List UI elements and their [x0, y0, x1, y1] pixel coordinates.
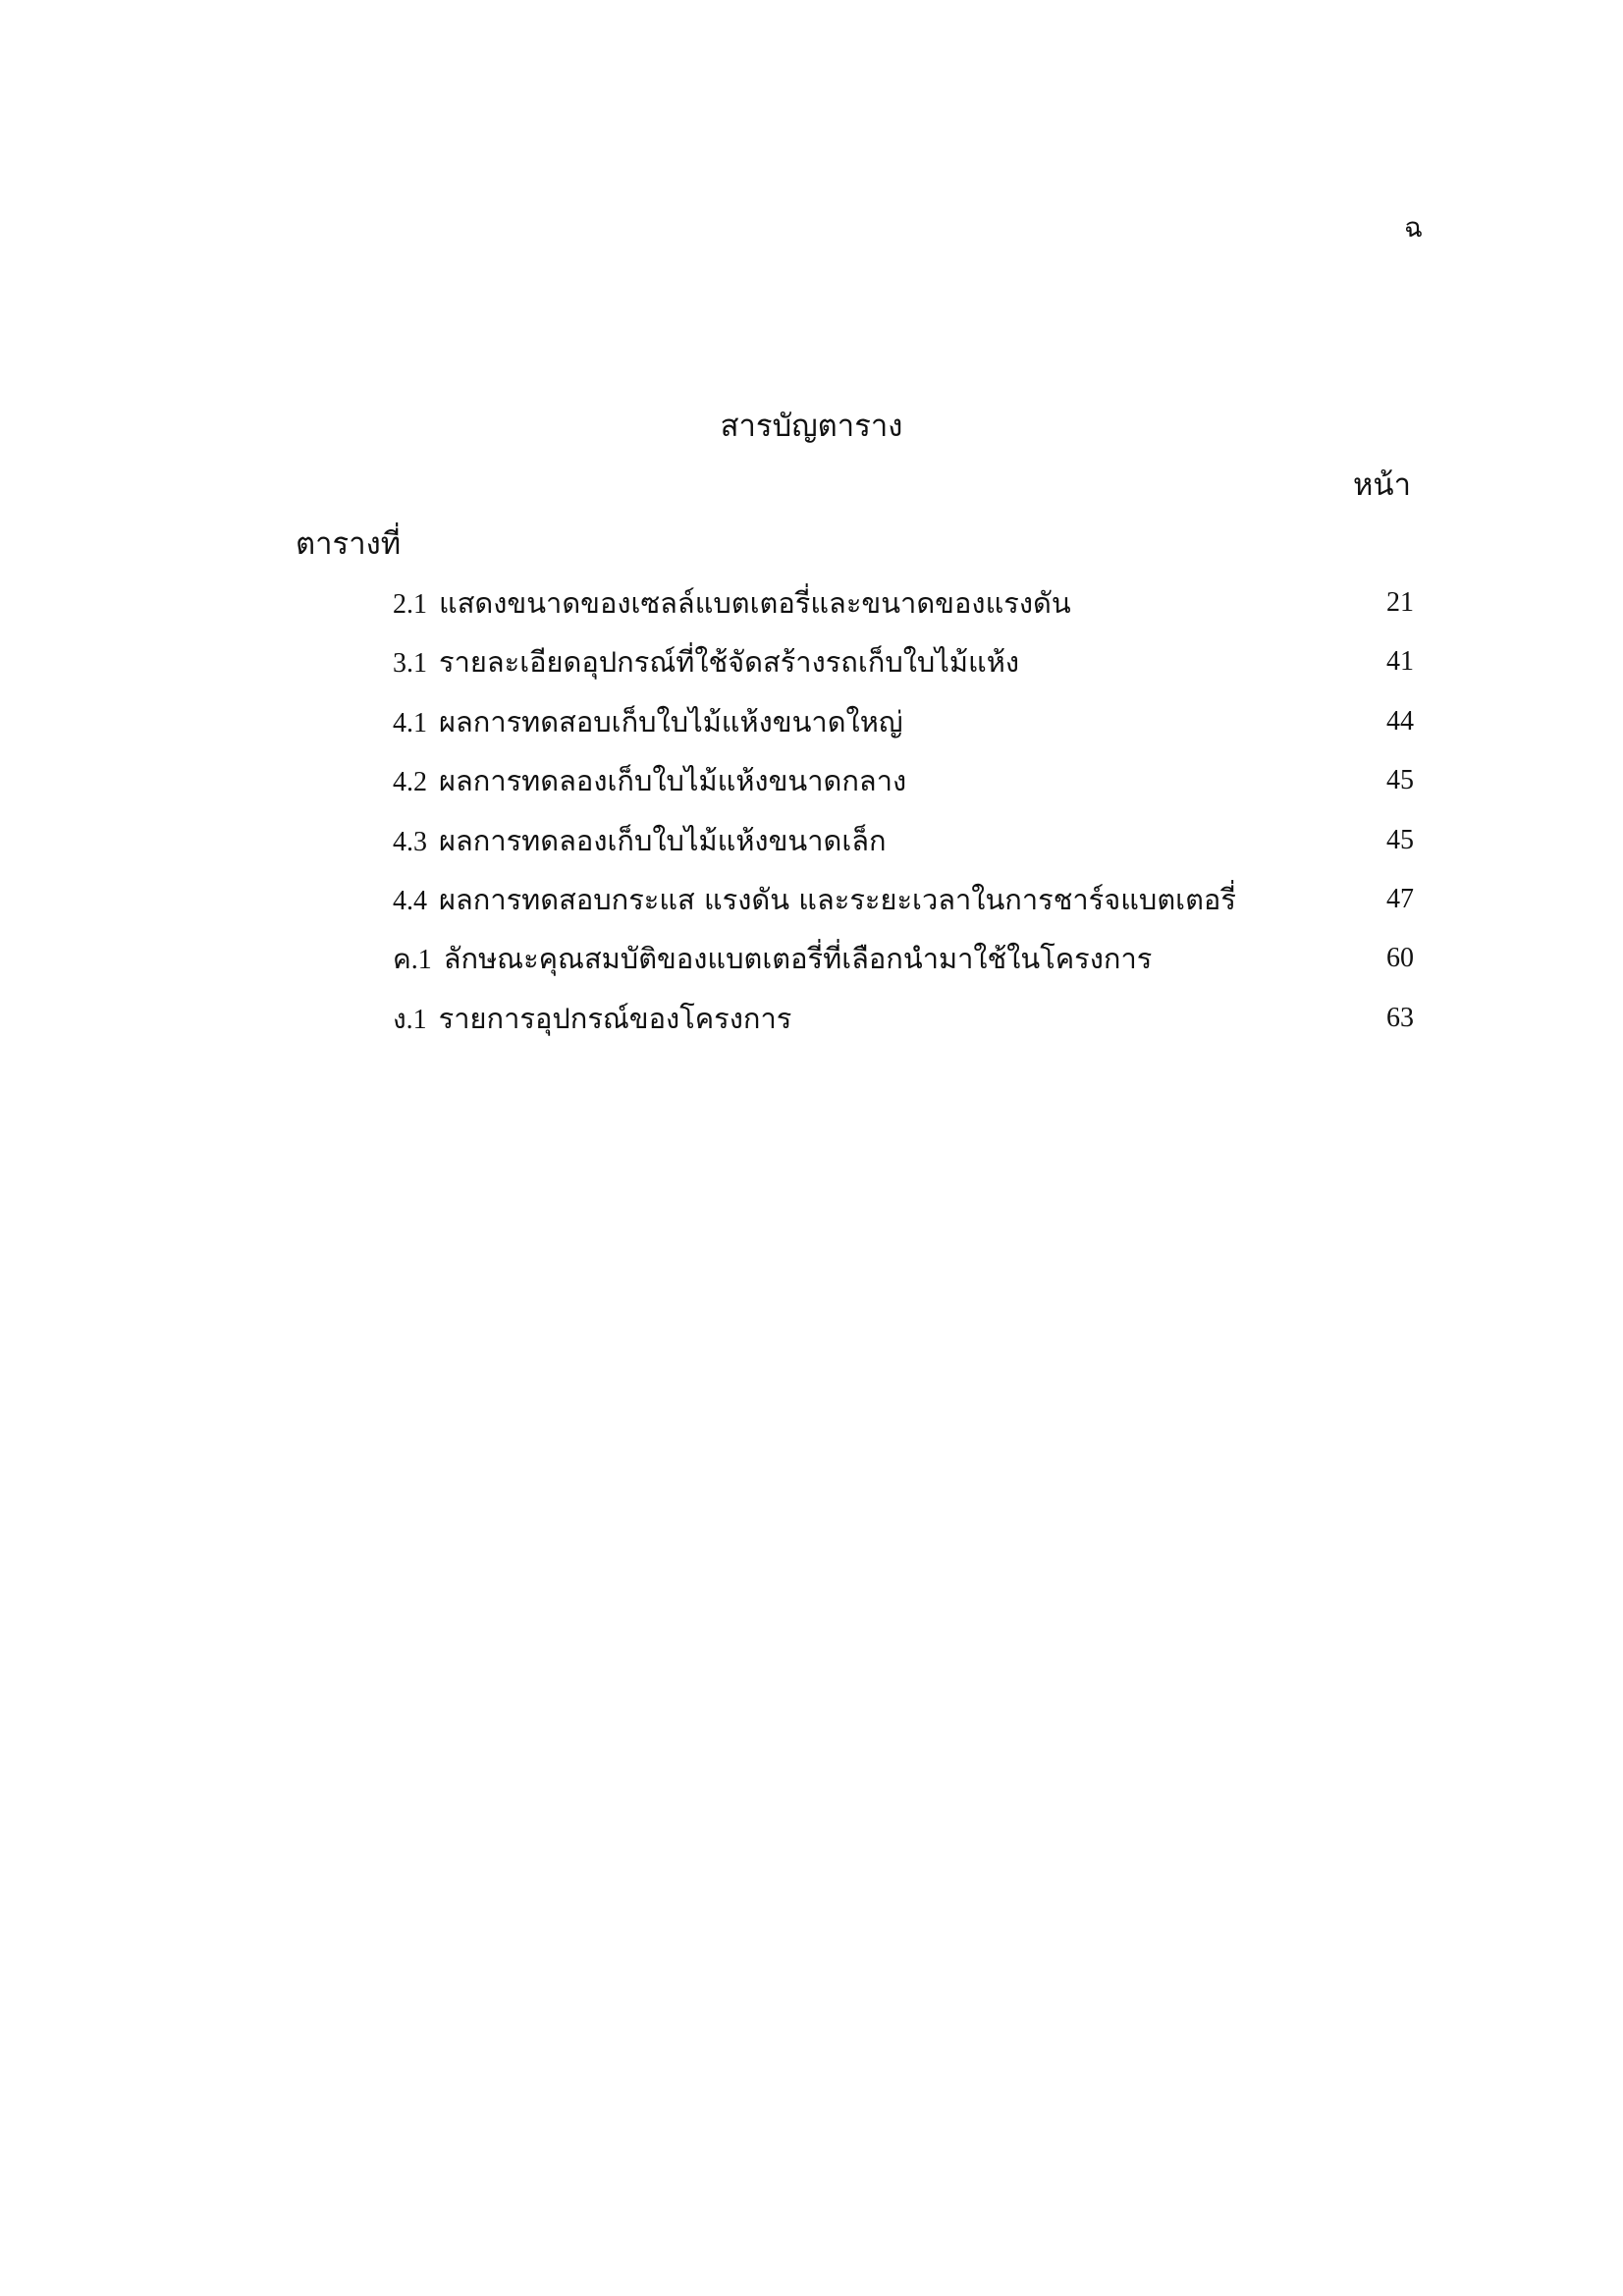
page-column-header: หน้า: [1352, 467, 1411, 503]
entry-number: 4.4: [393, 885, 427, 916]
entry-caption: ผลการทดสอบกระแส แรงดัน และระยะเวลาในการชาร์จแบตเตอรี่: [439, 882, 1236, 916]
entry-page-number: 45: [1386, 824, 1414, 855]
table-entry: [393, 581, 1414, 640]
entry-page-number: 47: [1386, 883, 1414, 914]
entry-caption: ลักษณะคุณสมบัติของแบตเตอรี่ที่เลือกนำมาใช้ในโครงการ: [443, 942, 1153, 976]
entry-number: 4.3: [393, 826, 427, 857]
section-label: ตารางที่: [296, 526, 402, 562]
table-list: [393, 581, 1414, 1056]
entry-caption: แสดงขนาดของเซลล์แบตเตอรี่และขนาดของแรงดัน: [439, 586, 1071, 620]
entry-caption: ผลการทดลองเก็บใบไม้แห้งขนาดกลาง: [439, 764, 907, 798]
table-entry: [393, 878, 1414, 937]
entry-page-number: 60: [1386, 943, 1414, 974]
table-entry: [393, 700, 1414, 759]
entry-page-number: 44: [1386, 705, 1414, 737]
entry-number: 3.1: [393, 648, 427, 680]
entry-page-number: 41: [1386, 646, 1414, 678]
table-entry: [393, 819, 1414, 878]
entry-caption: ผลการทดลองเก็บใบไม้แห้งขนาดเล็ก: [439, 823, 887, 857]
table-entry: [393, 759, 1414, 818]
page-title: สารบัญตาราง: [720, 409, 903, 444]
entry-page-number: 63: [1386, 1002, 1414, 1033]
page-number-letter: ฉ: [1404, 211, 1424, 244]
entry-number: ค.1: [393, 945, 432, 976]
entry-caption: ผลการทดสอบเก็บใบไม้แห้งขนาดใหญ่: [439, 704, 903, 738]
entry-caption: รายการอุปกรณ์ของโครงการ: [438, 1001, 792, 1035]
entry-page-number: 45: [1386, 765, 1414, 796]
entry-number: 4.2: [393, 767, 427, 798]
entry-caption: รายละเอียดอุปกรณ์ที่ใช้จัดสร้างรถเก็บใบไม้แห้ง: [439, 645, 1019, 680]
entry-number: 4.1: [393, 707, 427, 738]
entry-number: 2.1: [393, 589, 427, 620]
entry-number: ง.1: [393, 1004, 427, 1035]
table-entry: [393, 937, 1414, 996]
table-entry: [393, 997, 1414, 1056]
table-entry: [393, 640, 1414, 699]
entry-page-number: 21: [1386, 587, 1414, 618]
